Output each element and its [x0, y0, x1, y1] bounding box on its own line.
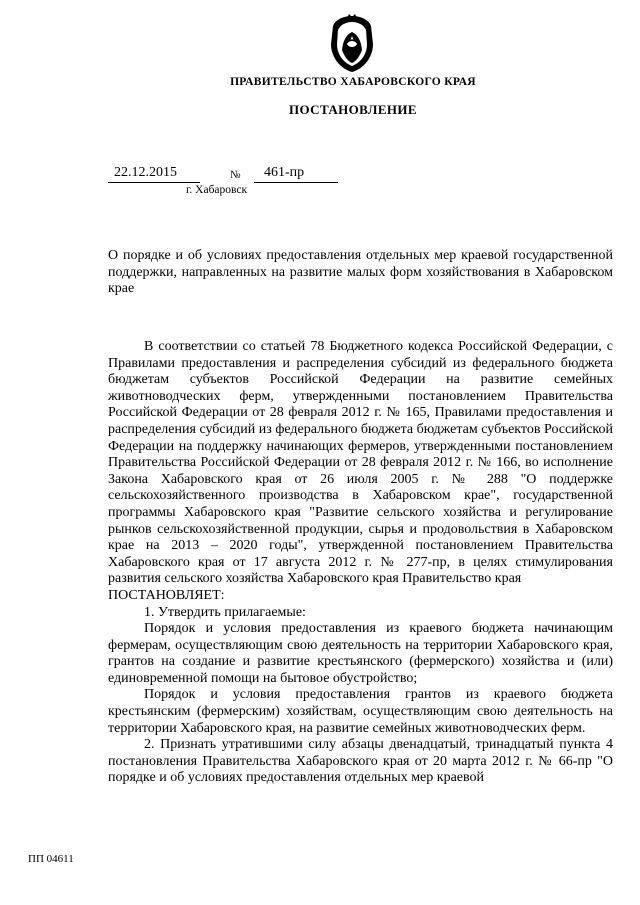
resolves-heading: ПОСТАНОВЛЯЕТ: [108, 587, 225, 603]
item-1a: Порядок и условия предоставления из краевого бюджета начинающим фермерам, осуществляющим свою деятельность на территории Хабаровского края, грантов на создание и развитие крестьянского (фермерского) хозяйства и (или) единовременной помощи на бытовое обустройство; [108, 621, 613, 686]
document-date: 22.12.2015 [108, 165, 200, 183]
number-sign: № [230, 169, 241, 181]
footer-code: ПП 04611 [28, 853, 74, 865]
document-body [108, 339, 613, 787]
preamble-paragraph: В соответствии со статьей 78 Бюджетного кодекса Российской Федерации, с Правилами предоставления и распределения субсидий из федерального бюджета бюджетам субъектов Российской Федерации на развитие семейных животноводческих ферм, утвержденными постановлением Правительства Российской Федерации от 28 февраля 2012 г. № 165, Правилами предоставления и распределения субсидий из федерального бюджета бюджетам субъектов Российской Федерации на поддержку начинающих фермеров, утвержденными постановлением Правительства Российской Федерации от 28 февраля 2012 г. № 166, во исполнение Закона Хабаровского края от 26 июля 2005 г. № 288 "О поддержке сельскохозяйственного производства в Хабаровском крае", государственной программы Хабаровского края "Развитие сельского хозяйства и регулирование рынков сельскохозяйственной продукции, сырья и продовольствия в Хабаровском крае на 2013 – 2020 годы", утвержденной постановлением Правительства Хабаровского края от 17 августа 2012 г. № 277-пр, в целях стимулирования развития сельского хозяйства Хабаровского края Правительство края [108, 339, 613, 587]
item-1: 1. Утвердить прилагаемые: [144, 604, 306, 620]
coat-of-arms-icon [325, 14, 379, 74]
government-title: ПРАВИТЕЛЬСТВО ХАБАРОВСКОГО КРАЯ [230, 76, 476, 88]
document-type: ПОСТАНОВЛЕНИЕ [288, 102, 418, 117]
city: г. Хабаровск [186, 184, 248, 196]
item-1b: Порядок и условия предоставления грантов из краевого бюджета крестьянским (фермерским) хозяйствам, осуществляющим свою деятельность на территории Хабаровского края, на развитие семейных животноводческих ферм. [108, 687, 613, 736]
item-2: 2. Признать утратившими силу абзацы двенадцатый, тринадцатый пункта 4 постановления Правительства Хабаровского края от 20 марта 2012 г. № 66-пр "О порядке и об условиях предоставления отдельных мер краевой [108, 737, 613, 786]
document-subject: О порядке и об условиях предоставления отдельных мер краевой государственной поддержки, направленных на развитие малых форм хозяйствования в Хабаровском крае [108, 248, 613, 296]
document-number: 461-пр [254, 165, 338, 183]
